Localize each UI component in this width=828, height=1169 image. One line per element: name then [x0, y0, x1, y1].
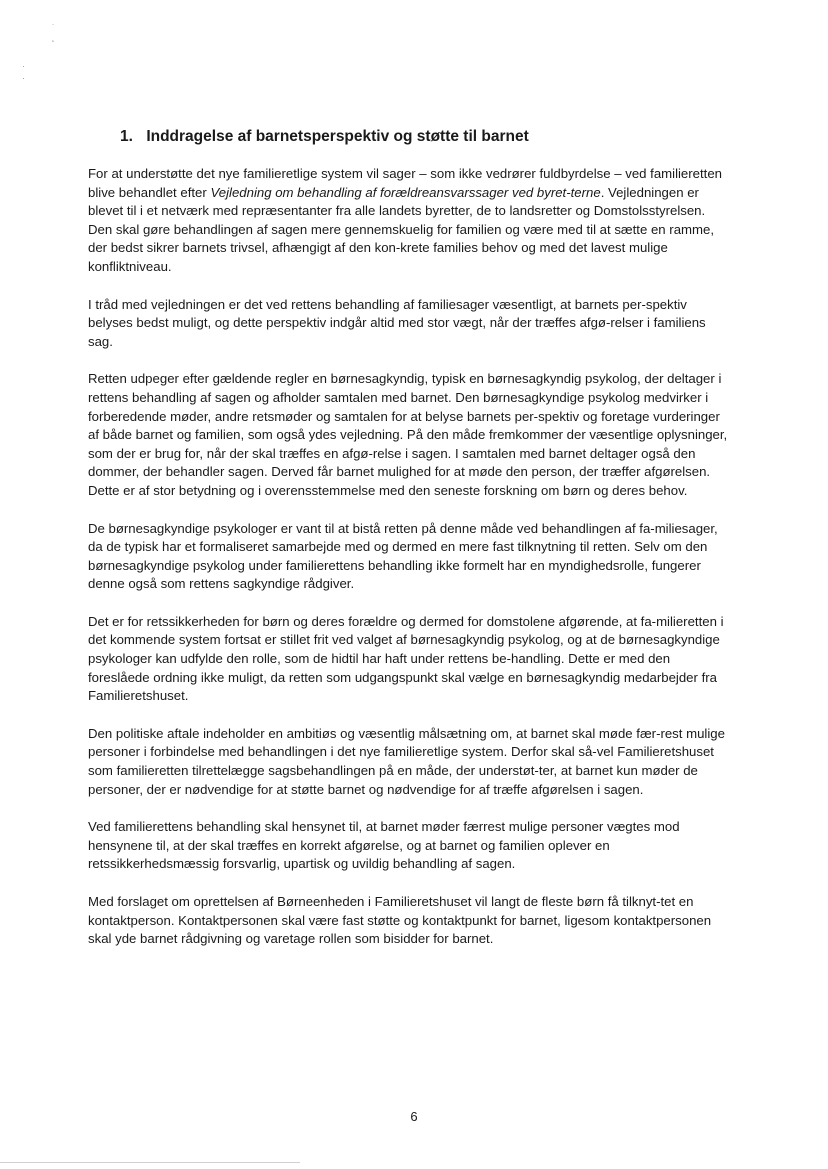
paragraph: Ved familierettens behandling skal hensynet til, at barnet møder færrest mulige personer vægtes mod hensynene til, at der skal træffes en korrekt afgørelse, og at barnet og familien oplever en retssikkerhedsmæssig forsvarlig, upartisk og uvildig behandling af sagen. — [88, 819, 680, 872]
paragraph: Med forslaget om oprettelsen af Børneenheden i Familieretshuset vil langt de fleste børn få tilknyt-tet en kontaktperson. Kontaktpersonen skal være fast støtte og kontaktpunkt for barnet, ligesom kontaktpersonen skal yde barnet rådgivning og varetage rollen som bisidder for barnet. — [88, 894, 712, 947]
paragraph: Retten udpeger efter gældende regler en børnesagkyndig, typisk en børnesagkyndig psykolog, der deltager i rettens behandling af sagen og afholder samtalen med barnet. Den børnesagkyndige psykolog medvirker i forberedende møder, andre retsmøder og samtalen for at belyse barnets per-spektiv og foretage vurderinger af både barnet og familien, som også ydes vejledning. På den måde fremkommer der væsentlige oplysninger, som der er brug for, når der skal træffes en afgø-relse i sagen. I samtalen med barnet deltager også den dommer, der behandler sagen. Derved får barnet mulighed for at møde den person, der træffer afgørelsen. Dette er af stor betydning og i overensstemmelse med den seneste forskning om børn og deres behov. — [88, 371, 728, 498]
paragraph — [88, 165, 733, 277]
document-body — [88, 165, 733, 968]
section-title: Inddragelse af barnetsperspektiv og støtte til barnet — [146, 128, 529, 145]
scan-speck: · — [22, 73, 25, 83]
section-heading — [120, 128, 760, 146]
paragraph: I tråd med vejledningen er det ved rettens behandling af familiesager væsentligt, at barnets per-spektiv belyses bedst muligt, og dette perspektiv indgår altid med stor vægt, når der træffes afgø-relser i familiens sag. — [88, 296, 706, 349]
page-number: 6 — [410, 1109, 418, 1124]
section-number: 1. — [120, 128, 133, 145]
paragraph: Det er for retssikkerheden for børn og deres forældre og dermed for domstolene afgørende, at fa-milieretten i det kommende system fortsat er stillet frit ved valget af børnesagkyndig psykolog, og at de børnesagkyndige psykologer kan udfylde den rolle, som de hidtil har haft under rettens be-handling. Dette er med den foreslåede ordning ikke muligt, da retten som udgangspunkt skal vælge en børnesagkyndig medarbejder fra Familieretshuset. — [88, 613, 724, 704]
scan-speck: ˛ — [52, 32, 55, 42]
paragraph-text: For at understøtte det nye familieretlige system vil sager – som ikke vedrører fuldbyrdelse – ved familieretten blive behandlet efter — [88, 166, 722, 200]
scan-edge-line — [0, 1162, 300, 1163]
guide-title: Vejledning om behandling af forældreansvarssager ved byret-terne — [210, 184, 601, 200]
paragraph: Den politiske aftale indeholder en ambitiøs og væsentlig målsætning om, at barnet skal møde fær-rest mulige personer i forbindelse med behandlingen i det nye familieretlige system. Derfor skal så-vel Familieretshuset som familieretten tilrettelægge sagsbehandlingen på en måde, der understøt-ter, at barnet kun møder de personer, der er nødvendige for at støtte barnet og nødvendige for af træffe afgørelsen i sagen. — [88, 725, 725, 797]
paragraph-text: . Vejledningen er blevet til i et netværk med repræsentanter fra alle landets byretter, de to landsretter og Domstolsstyrelsen. Den skal gøre behandlingen af sagen mere gennemskuelig for familien og være med til at sætte en ramme, der bedst sikrer barnets trivsel, afhængigt af den kon-krete families behov og med det lavest mulige konfliktniveau. — [88, 184, 714, 274]
scan-speck: · — [22, 61, 25, 71]
scan-speck: ˙ — [52, 23, 55, 33]
paragraph: De børnesagkyndige psykologer er vant til at bistå retten på denne måde ved behandlingen af fa-miliesager, da de typisk har et formaliseret samarbejde med og dermed en mere fast tilknytning til retten. Selv om den børnesagkyndige psykolog under familierettens behandling ikke formelt har en myndighedsrolle, fungerer denne også som rettens sagkyndige rådgiver. — [88, 520, 718, 592]
